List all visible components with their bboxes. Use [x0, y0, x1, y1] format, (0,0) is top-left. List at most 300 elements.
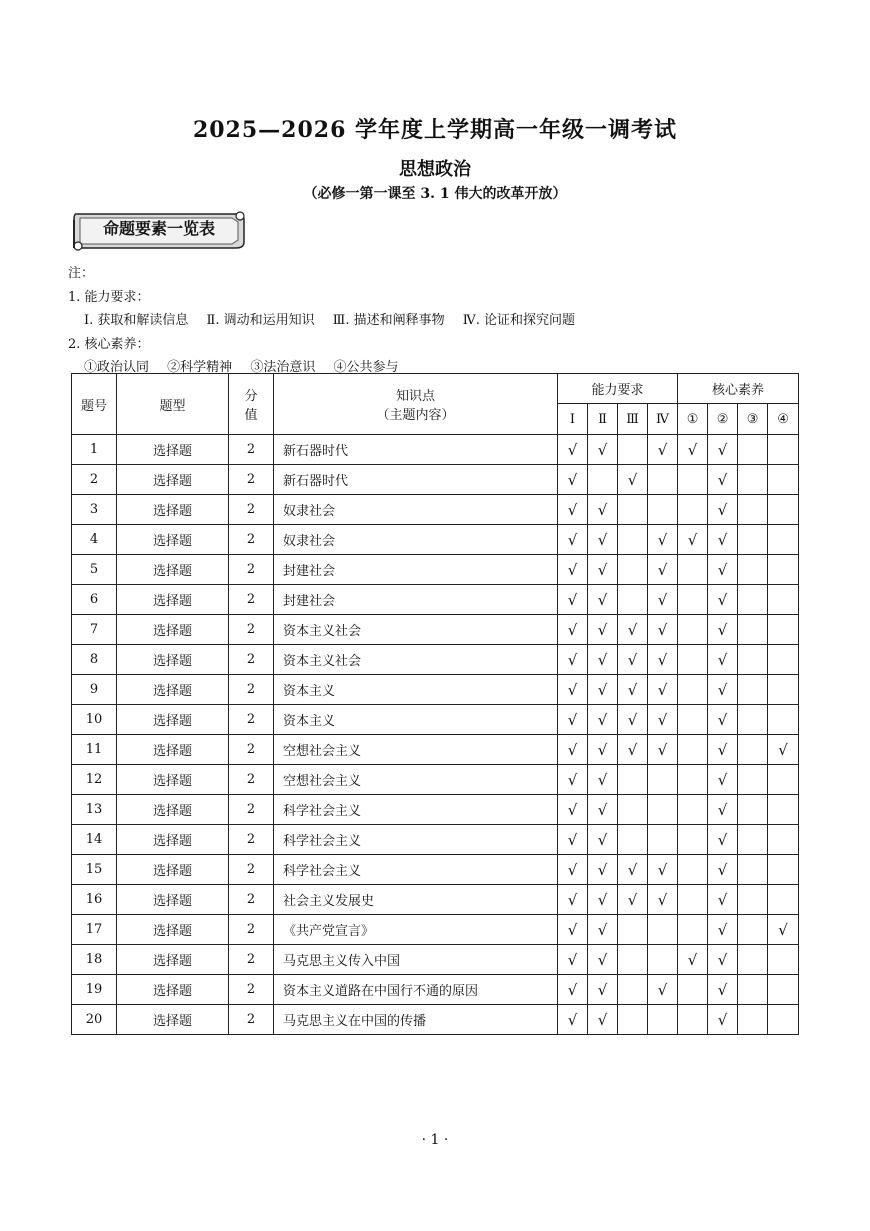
- cell-no: 20: [72, 1005, 117, 1035]
- cell-score: 2: [229, 915, 274, 945]
- cell-no: 13: [72, 795, 117, 825]
- cell-score: 2: [229, 525, 274, 555]
- check-mark-icon: √: [597, 650, 608, 669]
- cell-ability-4: [648, 675, 678, 705]
- cell-ability-4: [648, 495, 678, 525]
- cell-score: 2: [229, 975, 274, 1005]
- cell-ability-4: [648, 705, 678, 735]
- cell-literacy-4: [768, 1005, 799, 1035]
- check-mark-icon: √: [778, 920, 788, 939]
- cell-ability-1: [558, 705, 588, 735]
- cell-ability-4: [648, 435, 678, 465]
- cell-ability-1: [558, 615, 588, 645]
- cell-literacy-2: [708, 915, 738, 945]
- check-mark-icon: √: [657, 980, 668, 999]
- check-mark-icon: √: [657, 890, 668, 909]
- cell-literacy-3: [738, 465, 768, 495]
- cell-literacy-3: [738, 795, 768, 825]
- cell-ability-2: [588, 795, 618, 825]
- cell-ability-4: [648, 915, 678, 945]
- notes-section: [68, 262, 575, 380]
- cell-ability-4: [648, 645, 678, 675]
- ability-item-1: Ⅰ. 获取和解读信息: [84, 313, 189, 328]
- header-no: 题号: [72, 374, 117, 435]
- cell-literacy-3: [738, 825, 768, 855]
- check-mark-icon: √: [597, 800, 608, 819]
- cell-literacy-2: [708, 1005, 738, 1035]
- check-mark-icon: √: [717, 650, 728, 669]
- table-row: [72, 645, 799, 675]
- check-mark-icon: √: [627, 740, 638, 759]
- cell-ability-3: [618, 795, 648, 825]
- cell-ability-2: [588, 735, 618, 765]
- cell-ability-3: [618, 975, 648, 1005]
- cell-ability-3: [618, 555, 648, 585]
- check-mark-icon: √: [717, 740, 728, 759]
- cell-literacy-1: [678, 675, 708, 705]
- cell-literacy-1: [678, 945, 708, 975]
- table-row: [72, 615, 799, 645]
- cell-literacy-1: [678, 1005, 708, 1035]
- cell-topic: 新石器时代: [274, 465, 558, 495]
- check-mark-icon: √: [717, 860, 728, 879]
- cell-ability-3: [618, 585, 648, 615]
- cell-literacy-4: [768, 765, 799, 795]
- cell-literacy-4: [768, 735, 799, 765]
- table-row: [72, 705, 799, 735]
- cell-score: 2: [229, 435, 274, 465]
- cell-ability-1: [558, 1005, 588, 1035]
- cell-type: 选择题: [117, 855, 229, 885]
- cell-ability-3: [618, 765, 648, 795]
- table-row: [72, 735, 799, 765]
- cell-topic: 资本主义: [274, 705, 558, 735]
- check-mark-icon: √: [567, 950, 578, 969]
- check-mark-icon: √: [717, 560, 728, 579]
- table-row: [72, 585, 799, 615]
- check-mark-icon: √: [657, 440, 668, 459]
- cell-ability-3: [618, 885, 648, 915]
- cell-no: 15: [72, 855, 117, 885]
- check-mark-icon: √: [657, 710, 668, 729]
- check-mark-icon: √: [717, 800, 728, 819]
- cell-ability-2: [588, 555, 618, 585]
- table-row: [72, 975, 799, 1005]
- cell-ability-3: [618, 945, 648, 975]
- cell-literacy-4: [768, 615, 799, 645]
- cell-type: 选择题: [117, 615, 229, 645]
- table-row: [72, 555, 799, 585]
- cell-ability-2: [588, 585, 618, 615]
- cell-literacy-4: [768, 555, 799, 585]
- cell-type: 选择题: [117, 915, 229, 945]
- cell-literacy-3: [738, 855, 768, 885]
- check-mark-icon: √: [687, 530, 698, 549]
- cell-ability-1: [558, 795, 588, 825]
- check-mark-icon: √: [717, 950, 728, 969]
- cell-ability-2: [588, 855, 618, 885]
- cell-score: 2: [229, 855, 274, 885]
- check-mark-icon: √: [597, 530, 608, 549]
- check-mark-icon: √: [597, 620, 608, 639]
- cell-score: 2: [229, 765, 274, 795]
- literacy-item-2: ②科学精神: [167, 360, 233, 375]
- cell-ability-2: [588, 675, 618, 705]
- cell-ability-1: [558, 825, 588, 855]
- cell-literacy-3: [738, 555, 768, 585]
- elements-table: [71, 373, 799, 1035]
- cell-no: 14: [72, 825, 117, 855]
- cell-no: 2: [72, 465, 117, 495]
- cell-no: 1: [72, 435, 117, 465]
- check-mark-icon: √: [597, 830, 608, 849]
- cell-literacy-2: [708, 435, 738, 465]
- cell-no: 8: [72, 645, 117, 675]
- cell-no: 11: [72, 735, 117, 765]
- check-mark-icon: √: [717, 590, 728, 609]
- cell-type: 选择题: [117, 675, 229, 705]
- header-literacy-1: ①: [678, 404, 708, 435]
- literacy-item-4: ④公共参与: [333, 360, 399, 375]
- cell-literacy-4: [768, 915, 799, 945]
- header-ability-3: Ⅲ: [618, 404, 648, 435]
- check-mark-icon: √: [627, 890, 638, 909]
- header-knowledge-bottom: （主题内容）: [376, 408, 455, 423]
- check-mark-icon: √: [597, 1010, 608, 1029]
- cell-ability-1: [558, 735, 588, 765]
- cell-literacy-3: [738, 975, 768, 1005]
- cell-topic: 资本主义社会: [274, 645, 558, 675]
- check-mark-icon: √: [567, 530, 578, 549]
- cell-no: 9: [72, 675, 117, 705]
- cell-ability-1: [558, 435, 588, 465]
- cell-ability-4: [648, 465, 678, 495]
- cell-literacy-3: [738, 495, 768, 525]
- header-score-bottom: 值: [244, 408, 258, 423]
- check-mark-icon: √: [717, 980, 728, 999]
- check-mark-icon: √: [657, 530, 668, 549]
- table-row: [72, 825, 799, 855]
- table-row: [72, 855, 799, 885]
- cell-ability-4: [648, 885, 678, 915]
- cell-type: 选择题: [117, 705, 229, 735]
- cell-score: 2: [229, 585, 274, 615]
- cell-literacy-4: [768, 495, 799, 525]
- check-mark-icon: √: [567, 920, 578, 939]
- literacy-item-1: ①政治认同: [84, 360, 150, 375]
- check-mark-icon: √: [597, 920, 608, 939]
- cell-literacy-3: [738, 585, 768, 615]
- check-mark-icon: √: [567, 740, 578, 759]
- cell-literacy-4: [768, 525, 799, 555]
- cell-literacy-1: [678, 855, 708, 885]
- cell-literacy-4: [768, 855, 799, 885]
- cell-ability-2: [588, 525, 618, 555]
- check-mark-icon: √: [567, 650, 578, 669]
- cell-ability-1: [558, 465, 588, 495]
- table-row: [72, 525, 799, 555]
- cell-literacy-1: [678, 465, 708, 495]
- check-mark-icon: √: [627, 620, 638, 639]
- cell-score: 2: [229, 615, 274, 645]
- check-mark-icon: √: [657, 620, 668, 639]
- cell-literacy-3: [738, 945, 768, 975]
- cell-topic: 空想社会主义: [274, 735, 558, 765]
- header-ability-4: Ⅳ: [648, 404, 678, 435]
- cell-ability-4: [648, 795, 678, 825]
- cell-type: 选择题: [117, 525, 229, 555]
- check-mark-icon: √: [597, 500, 608, 519]
- check-mark-icon: √: [567, 680, 578, 699]
- cell-no: 10: [72, 705, 117, 735]
- cell-literacy-4: [768, 705, 799, 735]
- check-mark-icon: √: [657, 740, 668, 759]
- cell-no: 6: [72, 585, 117, 615]
- check-mark-icon: √: [717, 710, 728, 729]
- check-mark-icon: √: [567, 560, 578, 579]
- check-mark-icon: √: [567, 890, 578, 909]
- check-mark-icon: √: [597, 860, 608, 879]
- cell-literacy-3: [738, 765, 768, 795]
- cell-ability-2: [588, 1005, 618, 1035]
- cell-literacy-2: [708, 855, 738, 885]
- cell-ability-3: [618, 525, 648, 555]
- table-row: [72, 675, 799, 705]
- cell-literacy-3: [738, 705, 768, 735]
- cell-score: 2: [229, 675, 274, 705]
- cell-ability-1: [558, 645, 588, 675]
- header-literacy-4: ④: [768, 404, 799, 435]
- cell-ability-2: [588, 945, 618, 975]
- cell-ability-3: [618, 735, 648, 765]
- check-mark-icon: √: [717, 770, 728, 789]
- banner-label: 命题要素一览表: [102, 219, 215, 238]
- check-mark-icon: √: [597, 560, 608, 579]
- cell-literacy-3: [738, 915, 768, 945]
- check-mark-icon: √: [717, 530, 728, 549]
- check-mark-icon: √: [567, 500, 578, 519]
- check-mark-icon: √: [717, 680, 728, 699]
- cell-literacy-1: [678, 795, 708, 825]
- cell-literacy-1: [678, 885, 708, 915]
- cell-type: 选择题: [117, 585, 229, 615]
- cell-ability-4: [648, 765, 678, 795]
- check-mark-icon: √: [597, 590, 608, 609]
- cell-ability-1: [558, 915, 588, 945]
- cell-no: 17: [72, 915, 117, 945]
- cell-type: 选择题: [117, 825, 229, 855]
- cell-literacy-3: [738, 675, 768, 705]
- check-mark-icon: √: [597, 440, 608, 459]
- check-mark-icon: √: [627, 470, 638, 489]
- check-mark-icon: √: [657, 590, 668, 609]
- cell-ability-3: [618, 855, 648, 885]
- cell-literacy-3: [738, 735, 768, 765]
- check-mark-icon: √: [597, 710, 608, 729]
- header-ability-2: Ⅱ: [588, 404, 618, 435]
- table-row: [72, 795, 799, 825]
- cell-literacy-4: [768, 435, 799, 465]
- cell-literacy-2: [708, 705, 738, 735]
- check-mark-icon: √: [567, 770, 578, 789]
- cell-type: 选择题: [117, 945, 229, 975]
- header-ability-1: Ⅰ: [558, 404, 588, 435]
- table-body: [72, 435, 799, 1035]
- check-mark-icon: √: [717, 620, 728, 639]
- cell-topic: 资本主义社会: [274, 615, 558, 645]
- cell-literacy-1: [678, 915, 708, 945]
- cell-ability-1: [558, 885, 588, 915]
- cell-ability-4: [648, 945, 678, 975]
- check-mark-icon: √: [597, 950, 608, 969]
- check-mark-icon: √: [597, 890, 608, 909]
- cell-ability-4: [648, 735, 678, 765]
- header-knowledge: [274, 374, 558, 435]
- cell-no: 5: [72, 555, 117, 585]
- cell-ability-1: [558, 495, 588, 525]
- cell-type: 选择题: [117, 435, 229, 465]
- cell-type: 选择题: [117, 765, 229, 795]
- table-row: [72, 915, 799, 945]
- table-row: [72, 465, 799, 495]
- cell-topic: 奴隶社会: [274, 495, 558, 525]
- cell-literacy-2: [708, 945, 738, 975]
- cell-ability-1: [558, 585, 588, 615]
- cell-ability-2: [588, 435, 618, 465]
- check-mark-icon: √: [567, 980, 578, 999]
- cell-score: 2: [229, 795, 274, 825]
- check-mark-icon: √: [597, 980, 608, 999]
- cell-literacy-3: [738, 525, 768, 555]
- cell-ability-3: [618, 435, 648, 465]
- cell-topic: 科学社会主义: [274, 825, 558, 855]
- check-mark-icon: √: [717, 920, 728, 939]
- cell-ability-1: [558, 855, 588, 885]
- cell-score: 2: [229, 645, 274, 675]
- cell-topic: 科学社会主义: [274, 795, 558, 825]
- cell-ability-4: [648, 525, 678, 555]
- cell-literacy-4: [768, 975, 799, 1005]
- cell-ability-2: [588, 495, 618, 525]
- cell-ability-2: [588, 765, 618, 795]
- check-mark-icon: √: [567, 860, 578, 879]
- cell-ability-3: [618, 465, 648, 495]
- cell-literacy-2: [708, 975, 738, 1005]
- cell-ability-4: [648, 585, 678, 615]
- literacy-heading: 2. 核心素养：: [68, 336, 150, 352]
- cell-literacy-2: [708, 765, 738, 795]
- cell-no: 4: [72, 525, 117, 555]
- cell-score: 2: [229, 735, 274, 765]
- cell-literacy-1: [678, 495, 708, 525]
- table-row: [72, 945, 799, 975]
- cell-topic: 马克思主义传入中国: [274, 945, 558, 975]
- check-mark-icon: √: [717, 500, 728, 519]
- cell-no: 19: [72, 975, 117, 1005]
- cell-topic: 奴隶社会: [274, 525, 558, 555]
- cell-topic: 封建社会: [274, 555, 558, 585]
- cell-type: 选择题: [117, 555, 229, 585]
- cell-literacy-2: [708, 465, 738, 495]
- check-mark-icon: √: [567, 620, 578, 639]
- cell-topic: 空想社会主义: [274, 765, 558, 795]
- header-literacy-3: ③: [738, 404, 768, 435]
- cell-literacy-4: [768, 585, 799, 615]
- check-mark-icon: √: [627, 860, 638, 879]
- cell-score: 2: [229, 555, 274, 585]
- cell-literacy-1: [678, 555, 708, 585]
- cell-type: 选择题: [117, 1005, 229, 1035]
- cell-literacy-2: [708, 735, 738, 765]
- cell-ability-3: [618, 615, 648, 645]
- cell-literacy-3: [738, 885, 768, 915]
- cell-type: 选择题: [117, 795, 229, 825]
- cell-literacy-3: [738, 615, 768, 645]
- header-ability-group: 能力要求: [558, 374, 678, 404]
- cell-type: 选择题: [117, 885, 229, 915]
- cell-literacy-2: [708, 615, 738, 645]
- scope-subtitle: （必修一第一课至 3. 1 伟大的改革开放）: [303, 186, 567, 202]
- page-number: · 1 ·: [421, 1132, 449, 1148]
- cell-literacy-2: [708, 555, 738, 585]
- cell-literacy-2: [708, 585, 738, 615]
- cell-score: 2: [229, 1005, 274, 1035]
- cell-ability-4: [648, 615, 678, 645]
- cell-topic: 资本主义: [274, 675, 558, 705]
- ability-item-3: Ⅲ. 描述和阐释事物: [332, 313, 445, 328]
- cell-ability-2: [588, 465, 618, 495]
- cell-ability-3: [618, 675, 648, 705]
- table-row: [72, 765, 799, 795]
- cell-literacy-1: [678, 585, 708, 615]
- cell-literacy-1: [678, 705, 708, 735]
- cell-ability-1: [558, 765, 588, 795]
- cell-ability-2: [588, 885, 618, 915]
- check-mark-icon: √: [657, 650, 668, 669]
- cell-ability-1: [558, 975, 588, 1005]
- cell-topic: 资本主义道路在中国行不通的原因: [274, 975, 558, 1005]
- check-mark-icon: √: [567, 830, 578, 849]
- cell-literacy-2: [708, 795, 738, 825]
- cell-literacy-4: [768, 945, 799, 975]
- cell-topic: 新石器时代: [274, 435, 558, 465]
- check-mark-icon: √: [627, 710, 638, 729]
- cell-score: 2: [229, 885, 274, 915]
- cell-topic: 封建社会: [274, 585, 558, 615]
- subject-title: 思想政治: [399, 159, 471, 180]
- cell-ability-4: [648, 1005, 678, 1035]
- cell-score: 2: [229, 465, 274, 495]
- cell-type: 选择题: [117, 645, 229, 675]
- ability-heading: 1. 能力要求：: [68, 289, 150, 305]
- cell-no: 16: [72, 885, 117, 915]
- cell-literacy-1: [678, 615, 708, 645]
- ability-item-4: Ⅳ. 论证和探究问题: [462, 313, 576, 328]
- ability-legend: [68, 309, 575, 333]
- cell-literacy-4: [768, 675, 799, 705]
- cell-no: 18: [72, 945, 117, 975]
- cell-no: 3: [72, 495, 117, 525]
- check-mark-icon: √: [778, 740, 788, 759]
- cell-ability-1: [558, 945, 588, 975]
- literacy-item-3: ③法治意识: [250, 360, 316, 375]
- cell-topic: 社会主义发展史: [274, 885, 558, 915]
- check-mark-icon: √: [657, 560, 668, 579]
- cell-ability-2: [588, 615, 618, 645]
- cell-type: 选择题: [117, 975, 229, 1005]
- cell-ability-4: [648, 825, 678, 855]
- cell-score: 2: [229, 945, 274, 975]
